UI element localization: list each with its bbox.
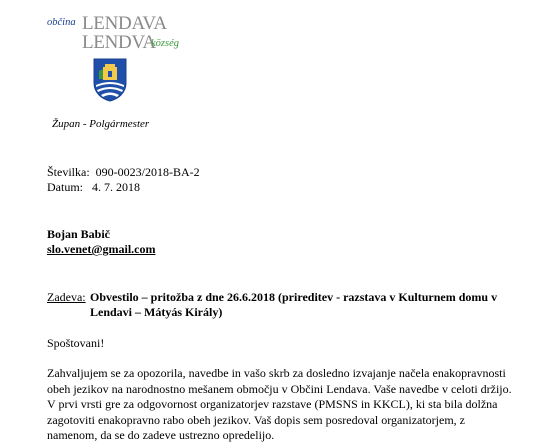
body-line: Zahvaljujem se za opozorila, navedbe in vašo skrb za dosledno izvajanje načela enakopravnosti [47,366,506,380]
subject-line-1: Obvestilo – pritožba z dne 26.6.2018 (prireditev - razstava v Kulturnem domu v [90,290,498,304]
body-line: namenom, da se do zadeve ustrezno opredelijo. [47,428,275,442]
recipient-name: Bojan Babič [47,227,111,241]
mayor-title: Župan - Polgármester [52,118,150,130]
greeting: Spoštovani! [47,336,105,350]
date-value: 4. 7. 2018 [92,180,140,194]
letterhead-kozseg: község [151,38,179,49]
body-line: V prvi vrsti gre za odgovornost organizatorjev razstave (PMSNS in KKCL), ki sta bila dolžna [47,397,498,411]
coat-of-arms-icon [92,57,128,103]
letterhead-obcina: občina [47,17,76,28]
reference-value: 090-0023/2018-BA-2 [95,165,200,179]
body-line: zagotoviti enakopravno rabo obeh jezikov. Vaš dopis sem posredoval organizatorjem, z [47,412,465,427]
subject-label: Zadeva: [47,290,86,304]
date-label: Datum: [47,180,83,194]
recipient-email[interactable]: slo.venet@gmail.com [47,242,156,256]
letterhead-lendva: LENDVA [82,32,156,53]
body-line: obeh jezikov na narodnostno mešanem območju v Občini Lendava. Vaše navedbe v celoti držijo. [47,381,512,396]
body-paragraph [47,366,512,444]
subject-line-2: Lendavi – Mátyás Király) [90,305,223,319]
document-date [47,180,140,194]
letterhead-lendava: LENDAVA [82,13,167,34]
reference-number [47,165,200,179]
reference-label: Številka: [47,165,90,179]
